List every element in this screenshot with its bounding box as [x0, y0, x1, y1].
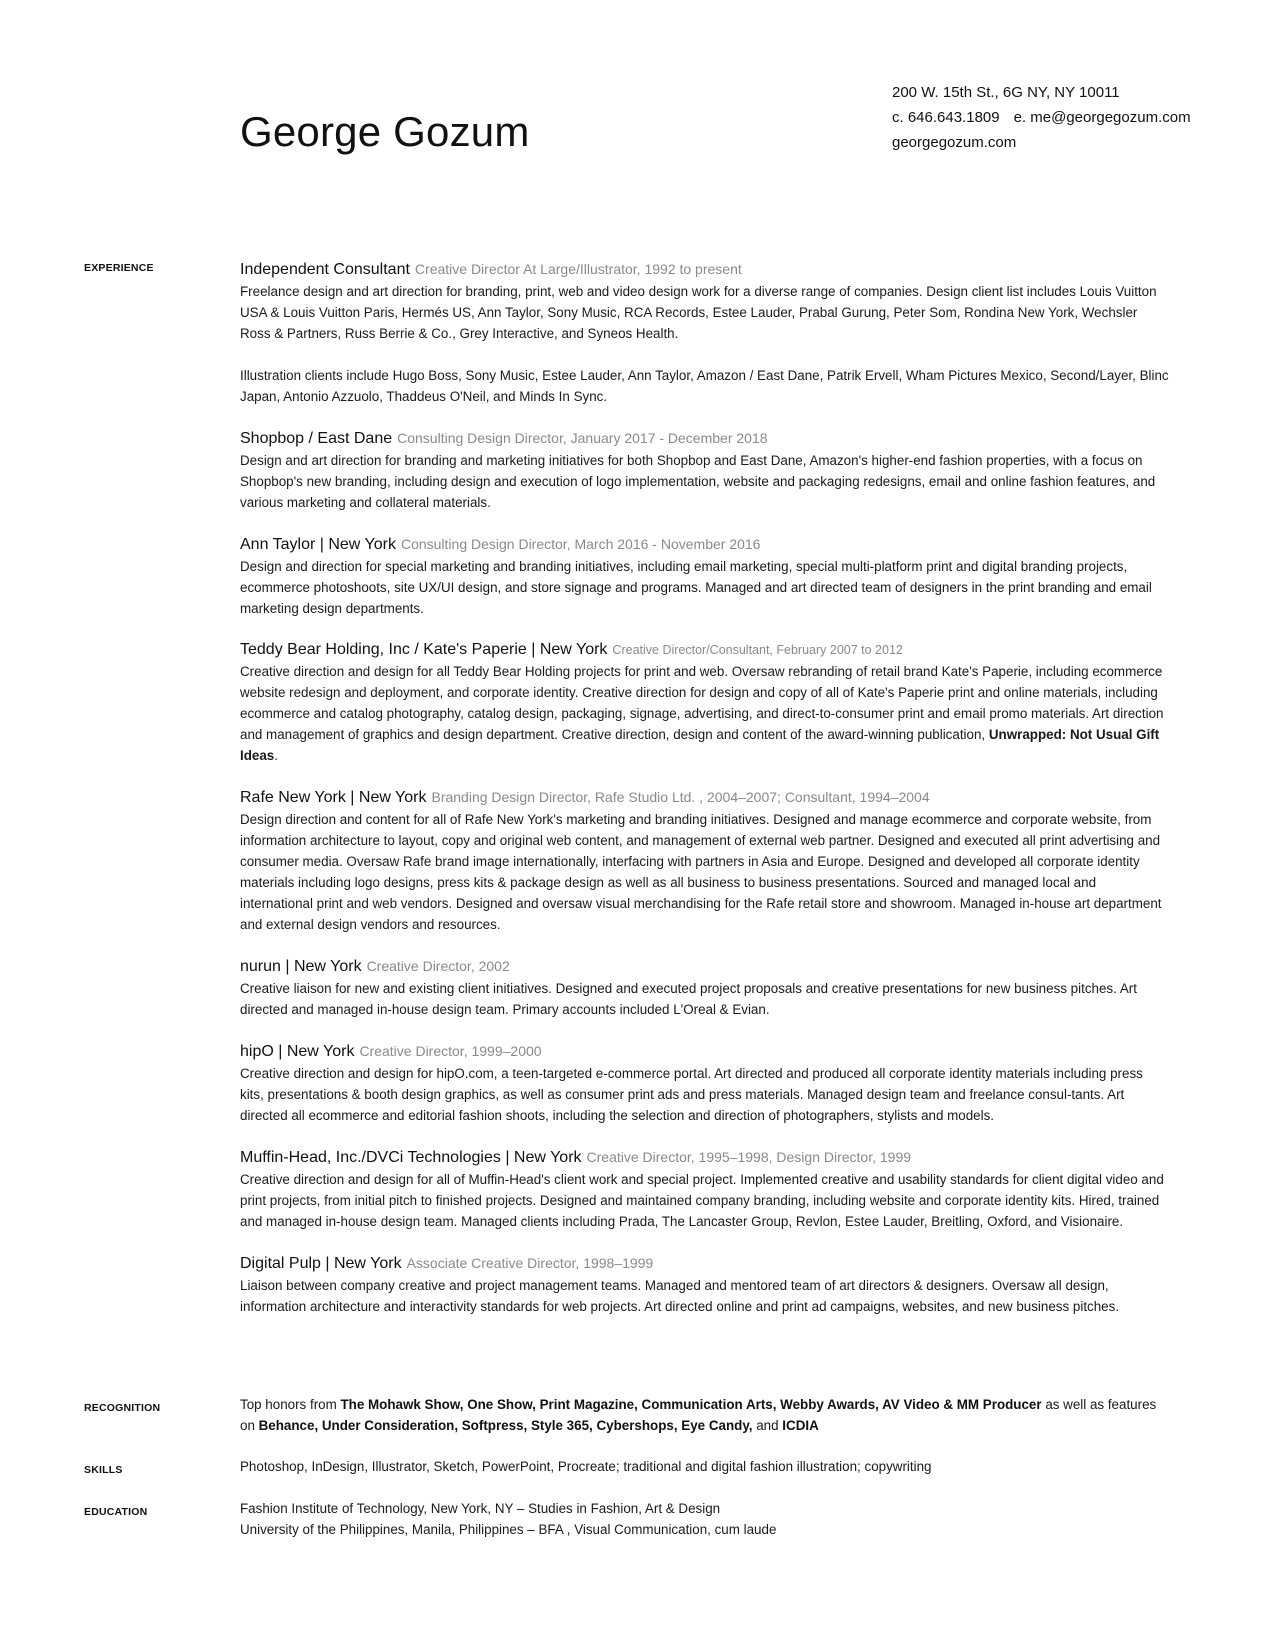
- job-title: Independent Consultant: [240, 261, 410, 278]
- job-subtitle: Creative Director, 2002: [366, 958, 510, 974]
- phone[interactable]: c. 646.643.1809: [892, 109, 1000, 126]
- recognition-awards: The Mohawk Show, One Show, Print Magazine, Communication Arts, Webby Awards, AV Video & MM Producer: [340, 1397, 1042, 1412]
- email[interactable]: e. me@georgegozum.com: [1013, 109, 1191, 126]
- job-description: Design and direction for special marketing and branding initiatives, including email marketing, special multi-platform print and digital branding projects, ecommerce photoshoots, site UX/UI design, and store signage and programs. Managed and art directed team of designers in the print branding and email marketing design departments.: [240, 559, 1152, 616]
- job-subtitle: Creative Director, 1995–1998, Design Director, 1999: [586, 1149, 912, 1165]
- job-subtitle: Associate Creative Director, 1998–1999: [406, 1255, 654, 1271]
- job-description: Creative direction and design for all of Muffin-Head's client work and special project. Implemented creative and usability standards for client digital video and print projects, from initial pitch to finished projects. Designed and maintained company branding, including website and corporate identity kits. Hired, trained and managed in-house design team. Managed clients including Prada, The Lancaster Group, Revlon, Estee Lauder, Breitling, Oxford, and Visionaire.: [240, 1172, 1164, 1229]
- label-skills: SKILLS: [84, 1464, 123, 1476]
- job-title: nurun | New York: [240, 958, 362, 975]
- resume-name: George Gozum: [240, 108, 530, 155]
- job-entry: [240, 1146, 1170, 1232]
- job-description: Liaison between company creative and project management teams. Managed and mentored team of art directors & designers. Oversaw all design, information architecture and interactivity standards for web projects. Art directed online and print ad campaigns, websites, and new business pitches.: [240, 1278, 1120, 1314]
- phone-email-line: [892, 105, 1191, 130]
- recognition-last: ICDIA: [782, 1418, 819, 1433]
- skills-text: Photoshop, InDesign, Illustrator, Sketch, PowerPoint, Procreate; traditional and digital fashion illustration; copywriting: [240, 1459, 932, 1474]
- job-entry: [240, 639, 1170, 766]
- job-description: Illustration clients include Hugo Boss, Sony Music, Estee Lauder, Ann Taylor, Amazon / East Dane, Patrik Ervell, Wham Pictures Mexico, Second/Layer, Blinc Japan, Antonio Azzuolo, Thaddeus O'Neil, and Minds In Sync.: [240, 368, 1169, 404]
- job-entry: [240, 427, 1170, 513]
- job-header: [240, 1252, 1170, 1275]
- label-experience: EXPERIENCE: [84, 262, 154, 274]
- recognition-text: [240, 1394, 1170, 1436]
- job-description: Freelance design and art direction for branding, print, web and video design work for a diverse range of companies. Design client list includes Louis Vuitton USA & Louis Vuitton Paris, Hermés US, Ann Taylor, Sony Music, RCA Records, Estee Lauder, Prabal Gurung, Peter Som, Rondina New York, Wechsler Ross & Partners, Russ Berrie & Co., Grey Interactive, and Syneos Health.: [240, 284, 1157, 341]
- experience-list: [240, 258, 1170, 1337]
- job-title: Ann Taylor | New York: [240, 536, 396, 553]
- job-title: Muffin-Head, Inc./DVCi Technologies | New York: [240, 1149, 582, 1166]
- job-entry: [240, 533, 1170, 619]
- job-subtitle: Creative Director At Large/Illustrator, 1992 to present: [414, 261, 742, 277]
- label-education: EDUCATION: [84, 1506, 148, 1518]
- job-subtitle: Consulting Design Director, March 2016 - November 2016: [400, 536, 761, 552]
- job-description: Creative liaison for new and existing client initiatives. Designed and executed project proposals and creative presentations for new business pitches. Art directed and managed in-house design team. Primary accounts included L'Oreal & Evian.: [240, 981, 1137, 1017]
- job-entry: [240, 786, 1170, 935]
- job-description-text: Creative direction and design for all Teddy Bear Holding projects for print and web. Oversaw rebranding of retail brand Kate's Paperie, including ecommerce website redesign and deployment, and corporate identity. Creative direction for design and copy of all of Kate's Paperie print and online materials, including ecommerce and catalog photography, catalog design, packaging, signage, advertising, and direct-to-consumer print and email promo materials. Art direction and management of graphics and design department. Creative direction, design and content of the award-winning publication,: [240, 664, 1164, 742]
- job-title: Rafe New York | New York: [240, 789, 427, 806]
- job-header: [240, 533, 1170, 556]
- education-list: [240, 1498, 1170, 1540]
- education-item: Fashion Institute of Technology, New York, NY – Studies in Fashion, Art & Design: [240, 1501, 721, 1516]
- job-description-end: .: [274, 748, 278, 763]
- job-description: [240, 661, 1170, 766]
- job-title: Digital Pulp | New York: [240, 1255, 402, 1272]
- recognition-features: Behance, Under Consideration, Softpress, Style 365, Cybershops, Eye Candy,: [258, 1418, 753, 1433]
- contact-block: [892, 80, 1191, 155]
- website[interactable]: georgegozum.com: [892, 134, 1017, 151]
- job-subtitle: Consulting Design Director, January 2017 - December 2018: [397, 430, 768, 446]
- job-subtitle: Creative Director, 1999–2000: [359, 1043, 542, 1059]
- job-header: [240, 1040, 1170, 1063]
- job-header: [240, 955, 1170, 978]
- job-title: Teddy Bear Holding, Inc / Kate's Paperie | New York: [240, 641, 608, 658]
- label-recognition: RECOGNITION: [84, 1402, 161, 1414]
- job-title: Shopbop / East Dane: [240, 430, 393, 447]
- address: 200 W. 15th St., 6G NY, NY 10011: [892, 84, 1120, 101]
- recognition-t1: Top honors from: [240, 1397, 341, 1412]
- job-header: [240, 639, 1170, 661]
- recognition-t3: and: [752, 1418, 783, 1433]
- job-header: [240, 427, 1170, 450]
- job-entry: [240, 258, 1170, 407]
- job-header: [240, 786, 1170, 809]
- job-entry: [240, 1252, 1170, 1317]
- job-description: Design direction and content for all of Rafe New York's marketing and branding initiatives. Designed and manage ecommerce and corporate website, from information architecture to layout, copy and original web content, and management of external web partner. Designed and executed all print advertising and consumer media. Oversaw Rafe brand image internationally, interfacing with partners in Asia and Europe. Designed and developed all corporate identity materials including logo designs, press kits & package design as well as all business to business presentations. Sourced and managed local and international print and web vendors. Designed and oversaw visual merchandising for the Rafe retail store and showroom. Managed in-house art department and external design vendors and resources.: [240, 812, 1162, 932]
- job-description: Creative direction and design for hipO.com, a teen-targeted e-commerce portal. Art directed and produced all corporate identity materials including press kits, presentations & booth design graphics, as well as consumer print ads and press materials. Managed design team and freelance consul-tants. Art directed all ecommerce and editorial fashion shoots, including the selection and direction of photographers, stylists and models.: [240, 1066, 1143, 1123]
- education-item: University of the Philippines, Manila, Philippines – BFA , Visual Communication, cum laude: [240, 1522, 777, 1537]
- job-subtitle: Creative Director/Consultant, February 2007 to 2012: [612, 643, 903, 657]
- job-subtitle: Branding Design Director, Rafe Studio Ltd. , 2004–2007; Consultant, 1994–2004: [431, 789, 930, 805]
- job-header: [240, 258, 1170, 281]
- job-title: hipO | New York: [240, 1043, 355, 1060]
- job-entry: [240, 1040, 1170, 1126]
- job-header: [240, 1146, 1170, 1169]
- recognition-t2: as well as features on: [240, 1397, 1157, 1433]
- publication-title: Unwrapped: Not Usual Gift Ideas: [240, 727, 1160, 763]
- job-entry: [240, 955, 1170, 1020]
- job-description: Design and art direction for branding and marketing initiatives for both Shopbop and East Dane, Amazon's higher-end fashion properties, with a focus on Shopbop's new branding, including design and execution of logo implementation, website and packaging redesigns, email and online fashion features, and various marketing and collateral materials.: [240, 453, 1156, 510]
